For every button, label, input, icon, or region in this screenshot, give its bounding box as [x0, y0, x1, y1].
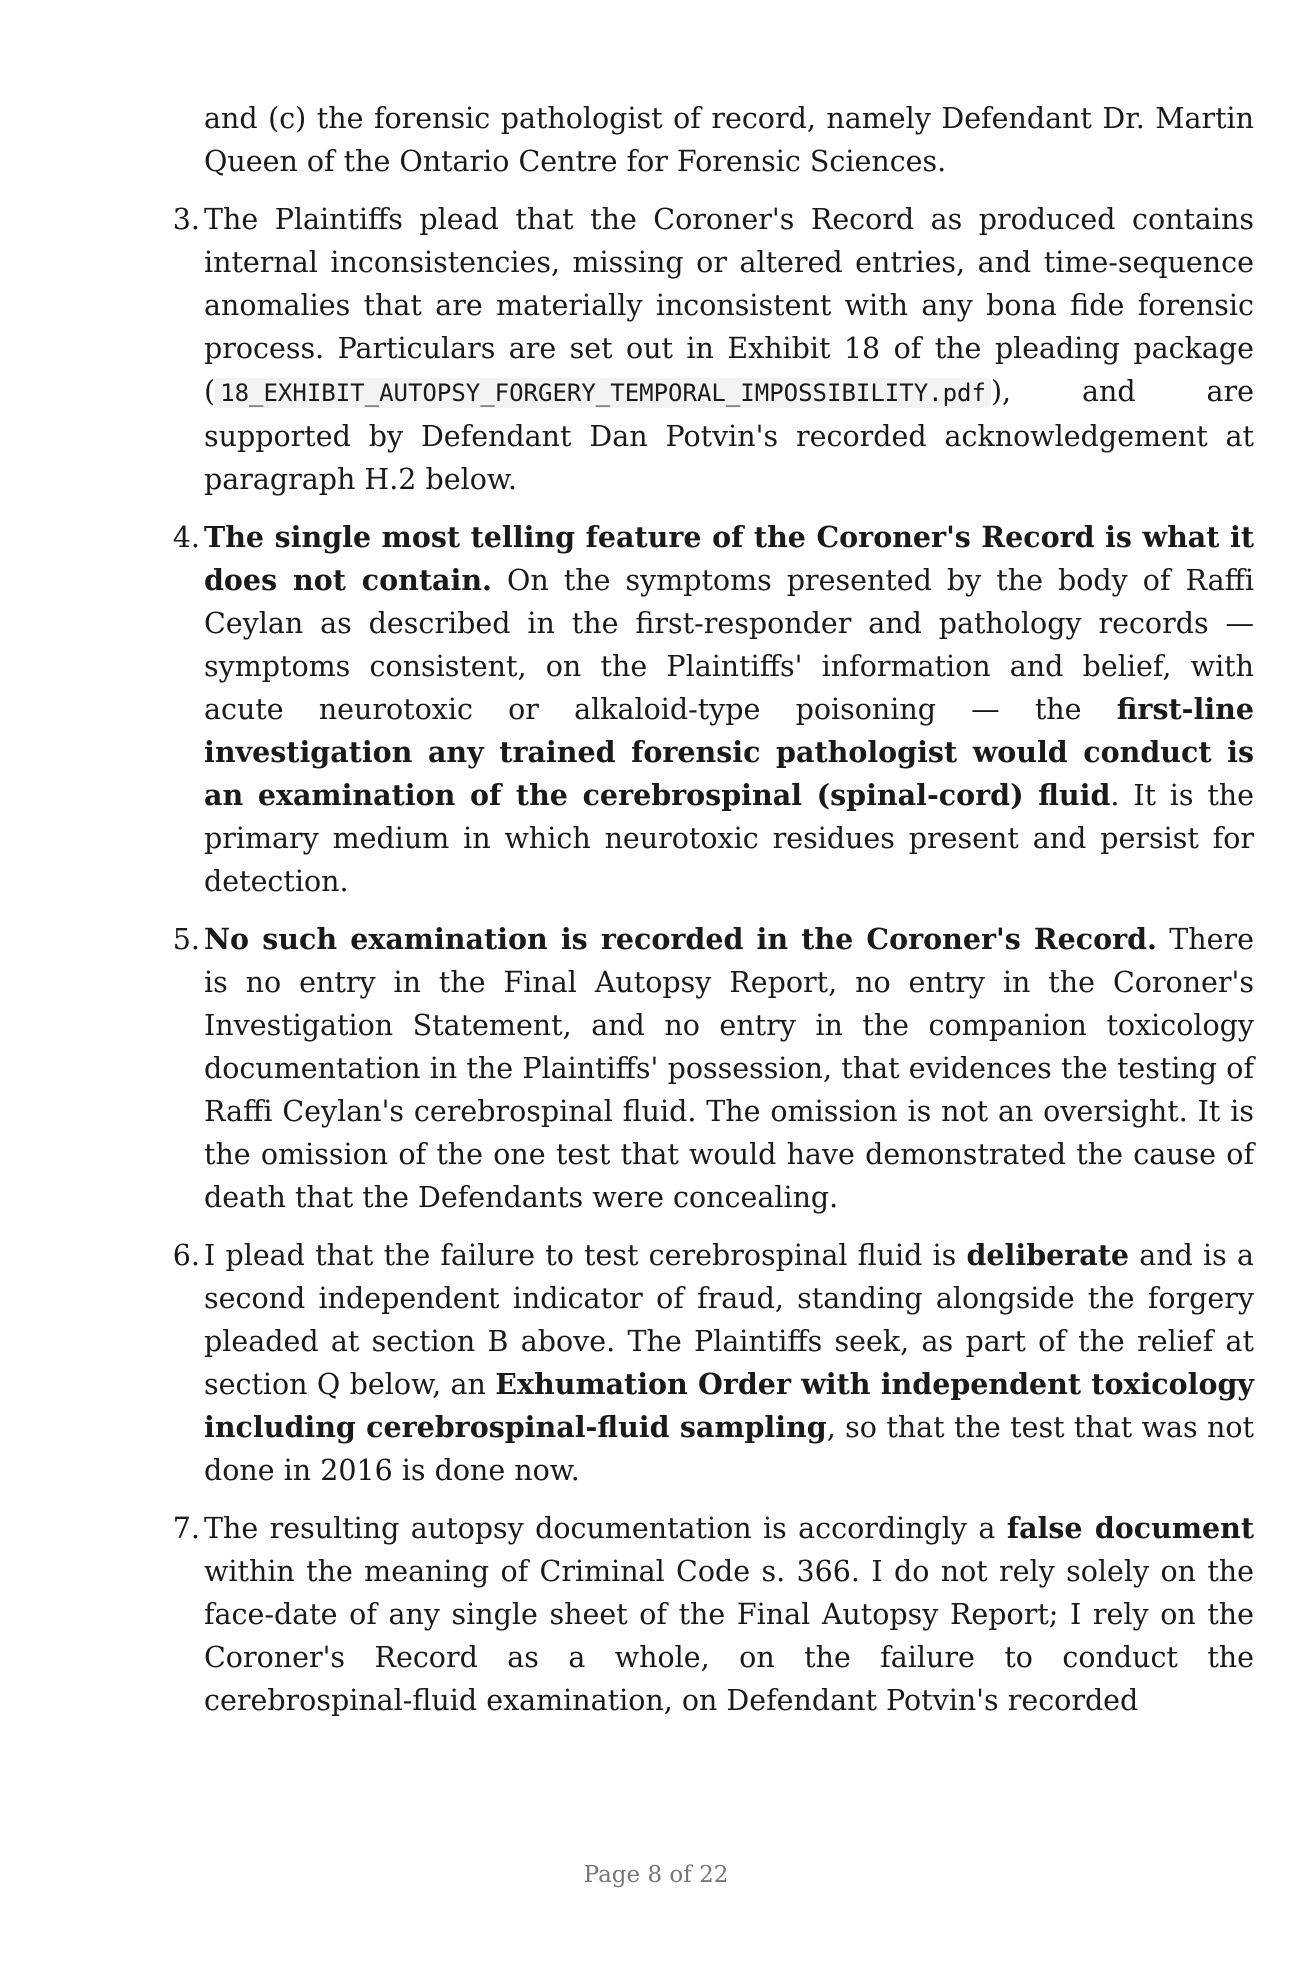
emphasis-text: The single most telling feature of the Coroner's Record is what it does not contain. [204, 520, 1254, 597]
emphasis-text: first-line investigation any trained forensic pathologist would conduct is an examination of the cerebrospinal (spinal-cord) fluid [204, 692, 1254, 812]
intro-paragraph: and (c) the forensic pathologist of record, namely Defendant Dr. Martin Queen of the Ontario Centre for Forensic Sciences. [204, 102, 1254, 178]
paragraph-5: 5. No such examination is recorded in the Coroner's Record. There is no entry in the Final Autopsy Report, no entry in the Coroner's Investigation Statement, and no entry in the companion toxicology documentation in the Plaintiffs' possession, that evidences the testing of Raffi Ceylan's cerebrospinal fluid. The omission is not an oversight. It is the omission of the one test that would have demonstrated the cause of death that the Defendants were concealing. [204, 918, 1254, 1219]
paragraph-4: 4. The single most telling feature of the Coroner's Record is what it does not contain. On the symptoms presented by the body of Raffi Ceylan as described in the first-responder and pathology records — symptoms consistent, on the Plaintiffs' information and belief, with acute neurotoxic or alkaloid-type poisoning — the first-line investigation any trained forensic pathologist would conduct is an examination of the cerebrospinal (spinal-cord) fluid. It is the primary medium in which neurotoxic residues present and persist for detection. [204, 516, 1254, 903]
paragraph-number: 3. [172, 203, 200, 236]
emphasis-text: deliberate [966, 1238, 1130, 1272]
paragraph-number: 6. [172, 1239, 200, 1272]
paragraph-number: 7. [172, 1512, 200, 1545]
paragraph-3: 3. The Plaintiffs plead that the Coroner's Record as produced contains internal inconsistencies, missing or altered entries, and time-sequence anomalies that are materially inconsistent with any bona fide forensic process. Particulars are set out in Exhibit 18 of the pleading package ( 18_EXHIBIT_AUTOPSY_FORGERY_TEMPORAL_IMPOSSIBILITY.pdf ), and are supported by Defendant Dan Potvin's recorded acknowledgement at paragraph H.2 below. [204, 198, 1254, 501]
page-number: Page 8 of 22 [583, 1862, 729, 1888]
emphasis-text: false document [1006, 1511, 1255, 1545]
emphasis-text: No such examination is recorded in the Coroner's Record. [204, 922, 1157, 956]
paragraph-7: 7. The resulting autopsy documentation is accordingly a false document within the meaning of Criminal Code s. 366. I do not rely solely on the face-date of any single sheet of the Final Autopsy Report; I rely on the Coroner's Record as a whole, on the failure to conduct the cerebrospinal-fluid examination, on Defendant Potvin's recorded [204, 1507, 1254, 1722]
exhibit-filename: 18_EXHIBIT_AUTOPSY_FORGERY_TEMPORAL_IMPOSSIBILITY.pdf [215, 378, 991, 408]
paragraph-number: 5. [172, 923, 200, 956]
paragraph-number: 4. [172, 521, 200, 554]
emphasis-text: Exhumation Order with independent toxicology including cerebrospinal-fluid sampling [204, 1367, 1254, 1444]
page-footer [0, 1862, 1312, 1888]
paragraph-6: 6. I plead that the failure to test cerebrospinal fluid is deliberate and is a second independent indicator of fraud, standing alongside the forgery pleaded at section B above. The Plaintiffs seek, as part of the relief at section Q below, an Exhumation Order with independent toxicology including cerebrospinal-fluid sampling, so that the test that was not done in 2016 is done now. [204, 1234, 1254, 1492]
page-body [172, 97, 1255, 1737]
